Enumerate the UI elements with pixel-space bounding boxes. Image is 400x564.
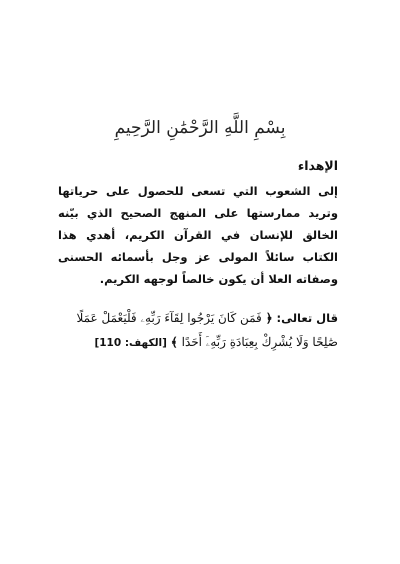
verse-lead: قال تعالى: bbox=[276, 311, 338, 325]
verse-reference: [الكهف: 110] bbox=[94, 337, 167, 349]
verse-open-bracket: ﴿ bbox=[265, 311, 273, 325]
verse-close-bracket: ﴾ bbox=[170, 335, 178, 349]
dedication-text: إلى الشعوب التي تسعى للحصول على حرياتها وتريد ممارستها على المنهج الصحيح الذي بيّنه الخالق للإنسان في القرآن الكريم، أهدي هذا الكتاب سائلاً المولى عز وجل بأسمائه الحسنى وصفاته العلا أن يكون خالصاً لوجهه الكريم. bbox=[58, 184, 338, 286]
basmala: بِسْمِ اللَّهِ الرَّحْمَٰنِ الرَّحِيمِ bbox=[114, 118, 286, 138]
quran-verse bbox=[56, 306, 338, 355]
dedication-title: الإهداء bbox=[297, 158, 338, 173]
verse-text: فَمَن كَانَ يَرْجُوا لِقَآءَ رَبِّهِۦ فَلْيَعْمَلْ عَمَلًا صَٰلِحًا وَلَا يُشْرِكْ بِعِبَادَةِ رَبِّهِۦٓ أَحَدًا bbox=[76, 311, 338, 349]
